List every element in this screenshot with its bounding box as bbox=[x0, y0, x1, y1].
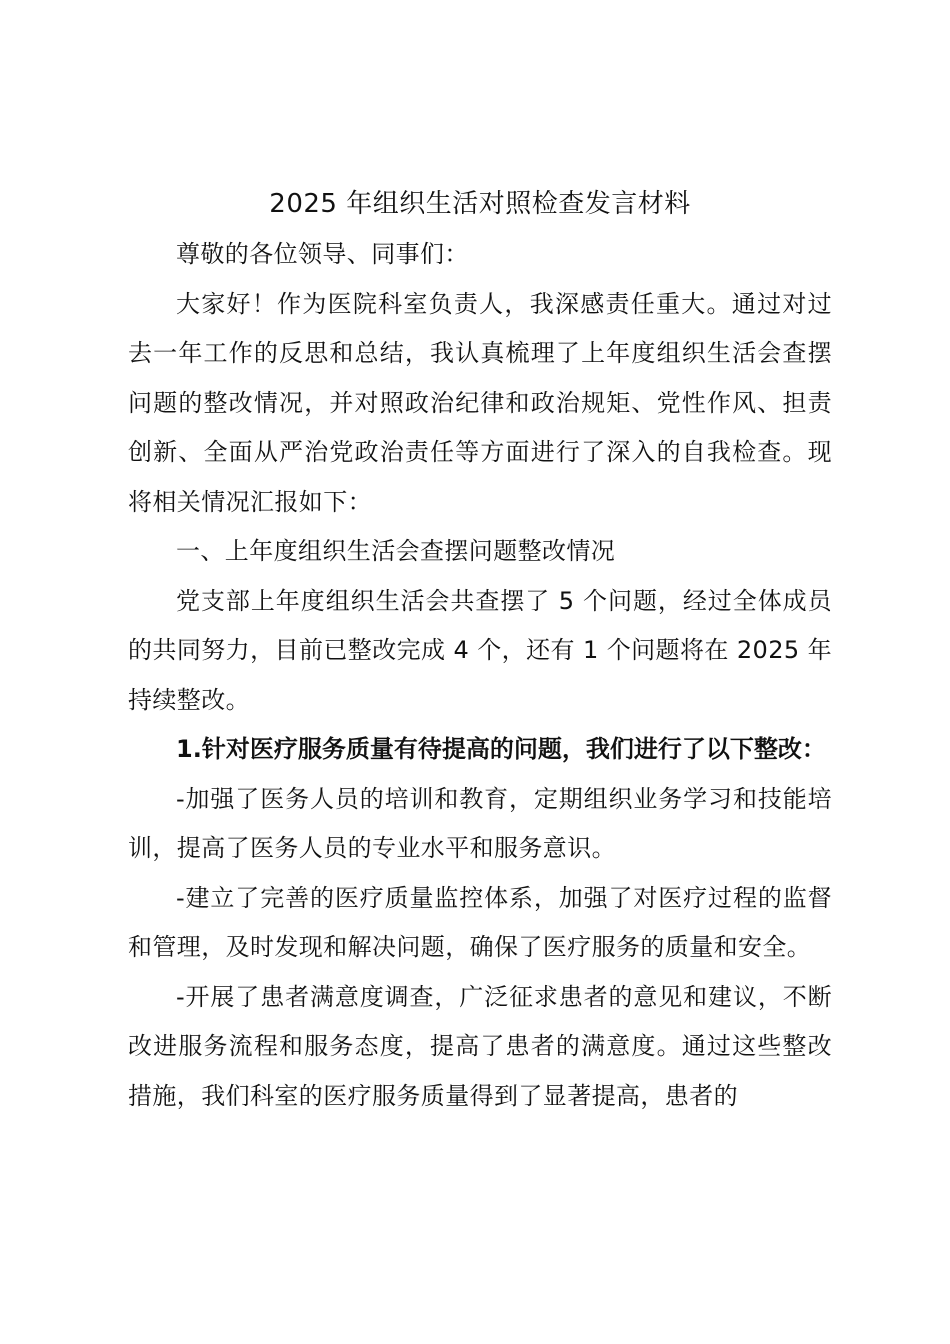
subsection-heading: 1.针对医疗服务质量有待提高的问题，我们进行了以下整改： bbox=[176, 735, 826, 763]
document-title: 2025 年组织生活对照检查发言材料 bbox=[269, 189, 691, 219]
summary-paragraph: 党支部上年度组织生活会共查摆了 5 个问题，经过全体成员的共同努力，目前已整改完成 4 个，还有 1 个问题将在 2025 年持续整改。 bbox=[128, 586, 832, 714]
section-heading: 一、上年度组织生活会查摆问题整改情况 bbox=[176, 537, 616, 565]
measure-paragraph: -开展了患者满意度调查，广泛征求患者的意见和建议，不断改进服务流程和服务态度，提高了患者的满意度。通过这些整改措施，我们科室的医疗服务质量得到了显著提高，患者的 bbox=[128, 982, 832, 1110]
greeting: 尊敬的各位领导、同事们： bbox=[176, 240, 469, 268]
measure-paragraph: -建立了完善的医疗质量监控体系，加强了对医疗过程的监督和管理，及时发现和解决问题，确保了医疗服务的质量和安全。 bbox=[128, 883, 832, 961]
document-body bbox=[128, 178, 832, 1121]
intro-paragraph: 大家好！作为医院科室负责人，我深感责任重大。通过对过去一年工作的反思和总结，我认真梳理了上年度组织生活会查摆问题的整改情况，并对照政治纪律和政治规矩、党性作风、担责创新、全面从严治党政治责任等方面进行了深入的自我检查。现将相关情况汇报如下： bbox=[128, 289, 832, 516]
measure-paragraph: -加强了医务人员的培训和教育，定期组织业务学习和技能培训，提高了医务人员的专业水平和服务意识。 bbox=[128, 784, 832, 862]
